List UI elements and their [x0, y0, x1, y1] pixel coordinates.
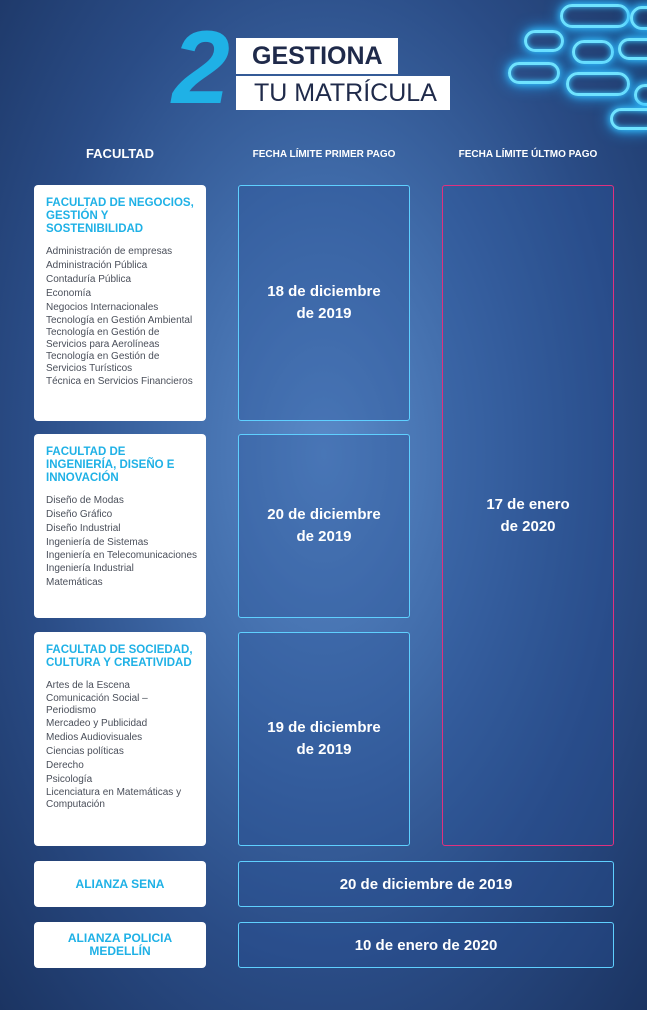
column-header-ultimo-pago: FECHA LÍMITE ÚLTMO PAGO [458, 149, 598, 160]
first-payment-date-ingenieria: 20 de diciembre de 2019 [238, 434, 410, 618]
program-item: Artes de la Escena [46, 680, 130, 691]
program-item: Derecho [46, 760, 84, 771]
faculty-title: FACULTAD DE SOCIEDAD, CULTURA Y CREATIVIDAD [46, 644, 193, 669]
program-item: Tecnología en Gestión de Servicios Turísticos [46, 351, 160, 374]
program-item: Ingeniería de Sistemas [46, 537, 149, 548]
program-item: Ciencias políticas [46, 746, 124, 757]
program-item: Administración de empresas [46, 246, 173, 257]
first-payment-date-negocios: 18 de diciembre de 2019 [238, 185, 410, 421]
program-item: Administración Pública [46, 260, 148, 271]
program-item: Medios Audiovisuales [46, 732, 143, 743]
alliance-policia: ALIANZA POLICIA MEDELLÍN [34, 922, 206, 968]
program-item: Ingeniería Industrial [46, 563, 134, 574]
program-item: Comunicación Social – Periodismo [46, 693, 148, 716]
program-item: Contaduría Pública [46, 274, 132, 285]
last-payment-date: 17 de enero de 2020 [442, 185, 614, 846]
program-item: Licenciatura en Matemáticas y Computación [46, 787, 182, 810]
program-item: Diseño Industrial [46, 523, 121, 534]
program-item: Psicología [46, 774, 93, 785]
faculty-title: FACULTAD DE NEGOCIOS, GESTIÓN Y SOSTENIBILIDAD [46, 197, 194, 235]
title-line-1: GESTIONA [236, 38, 398, 74]
program-item: Economía [46, 288, 92, 299]
program-item: Ingeniería en Telecomunicaciones [46, 550, 198, 561]
column-header-primer-pago: FECHA LÍMITE PRIMER PAGO [252, 149, 396, 160]
faculty-card-ingenieria [34, 434, 206, 618]
program-item: Diseño de Modas [46, 495, 124, 506]
program-item: Negocios Internacionales [46, 302, 159, 313]
faculty-card-sociedad [34, 632, 206, 846]
first-payment-date-sociedad: 19 de diciembre de 2019 [238, 632, 410, 846]
alliance-policia-date: 10 de enero de 2020 [238, 922, 614, 968]
program-item: Tecnología en Gestión Ambiental [46, 315, 193, 326]
column-header-facultad: FACULTAD [85, 146, 155, 161]
program-item: Mercadeo y Publicidad [46, 718, 148, 729]
program-item: Técnica en Servicios Financieros [46, 376, 193, 387]
faculty-title: FACULTAD DE INGENIERÍA, DISEÑO E INNOVACIÓN [46, 446, 175, 484]
faculty-card-negocios [34, 185, 206, 421]
program-item: Tecnología en Gestión de Servicios para Aerolíneas [46, 327, 160, 350]
title-line-2: TU MATRÍCULA [236, 76, 450, 110]
step-number: 2 [172, 10, 226, 126]
program-item: Diseño Gráfico [46, 509, 113, 520]
alliance-sena-date: 20 de diciembre de 2019 [238, 861, 614, 907]
alliance-sena: ALIANZA SENA [34, 861, 206, 907]
program-item: Matemáticas [46, 577, 103, 588]
